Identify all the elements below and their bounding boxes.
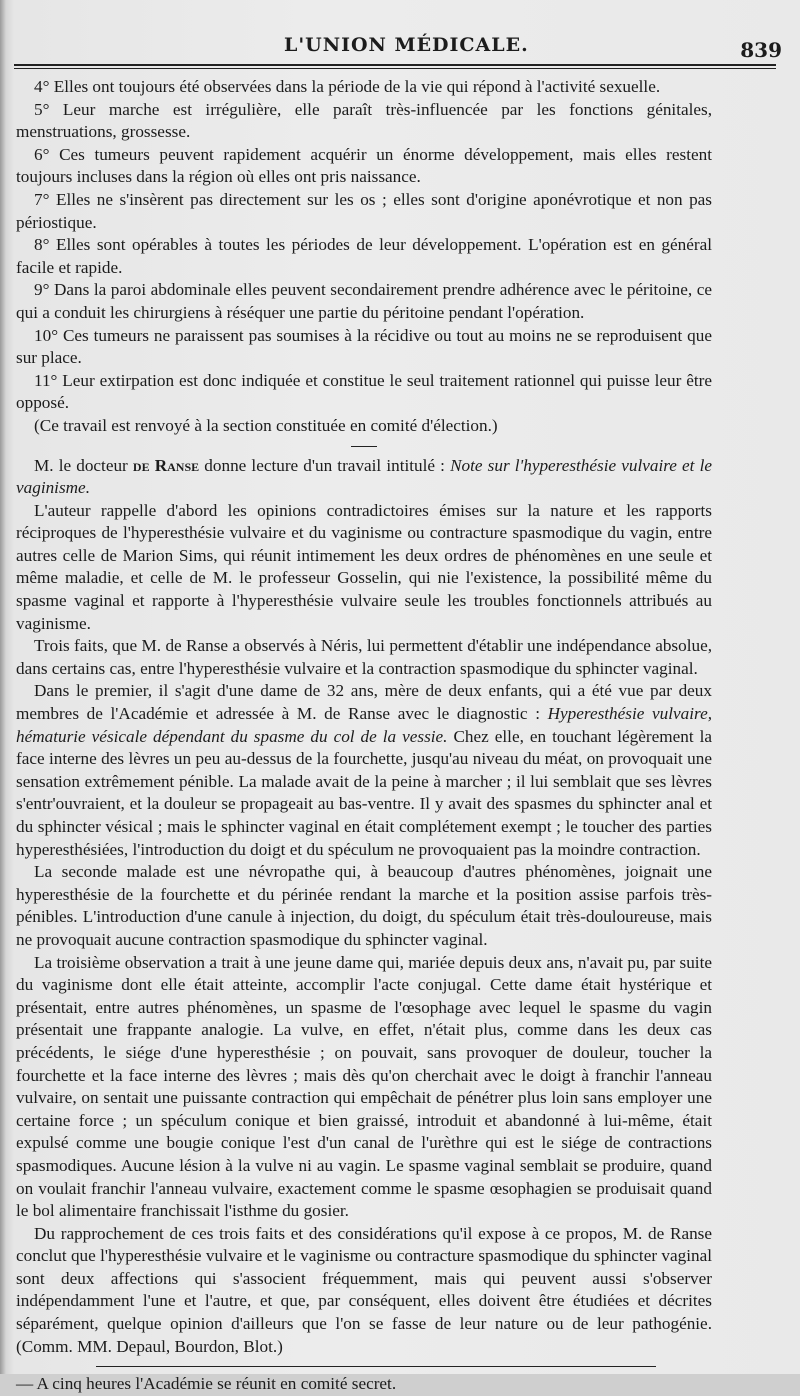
page-number: 839: [740, 38, 782, 62]
paragraph: Du rapprochement de ces trois faits et des considérations qu'il expose à ce propos, M. de Ranse conclut que l'hyperesthésie vulvaire et le vaginisme ou contracture spasmodique du sphincter vaginal sont deux affections qui s'associent fréquemment, mais qui peuvent aussi s'observer indépendamment l'une et l'autre, et que, par conséquent, elles doivent être étudiées et décrites séparément, quelque opinion d'ailleurs que l'on se fasse de leur nature ou de leur pathogénie. (Comm. MM. Depaul, Bourdon, Blot.): [16, 1223, 712, 1356]
list-item: 9° Dans la paroi abdominale elles peuvent secondairement prendre adhérence avec le péritoine, ce qui a conduit les chirurgiens à réséquer une partie du péritoine pendant l'opération.: [16, 280, 712, 322]
case-one-details: Chez elle, en touchant légèrement la face interne des lèvres un peu au-dessus de la fourchette, jusqu'au niveau du méat, on provoquait une sensation extrêmement pénible. La malade avait de la peine à marcher ; il lui semblait que ses lèvres s'entr'ouvraient, et la douleur se propageait au bas-ventre. Il y avait des spasmes du sphincter anal et du sphincter vésical ; mais le sphincter vaginal en était complétement exempt ; le toucher des parties hyperesthésiées, l'introduction du doigt et du spéculum ne provoquaient pas la moindre contraction.: [16, 726, 712, 859]
list-item: 6° Ces tumeurs peuvent rapidement acquérir un énorme développement, mais elles restent toujours incluses dans la région où elles ont pris naissance.: [16, 144, 712, 187]
list-item: 10° Ces tumeurs ne paraissent pas soumises à la récidive ou tout au moins ne se reproduisent que sur place.: [16, 325, 712, 368]
running-head: L'UNION MÉDICALE.: [284, 34, 529, 56]
lecture-author: de Ranse: [132, 455, 200, 475]
list-item: 7° Elles ne s'insèrent pas directement sur les os ; elles sont d'origine aponévrotique et non pas périostique.: [16, 189, 712, 232]
list-item: 5° Leur marche est irrégulière, elle paraît très-influencée par les fonctions génitales, menstruations, grossesse.: [16, 99, 712, 142]
case-one-text: Dans le premier, il s'agit d'une dame de 32 ans, mère de deux enfants, qui a été vue par deux membres de l'Académie et adressée à M. de Ranse avec le diagnostic :: [16, 681, 712, 724]
header-rule: [14, 64, 776, 69]
lecture-title: Note sur l'hyperesthésie vulvaire et le vaginisme.: [16, 455, 712, 498]
paragraph: L'auteur rappelle d'abord les opinions contradictoires émises sur la nature et les rapports réciproques de l'hyperesthésie vulvaire et du vaginisme ou contracture spasmodique du vagin, entre autres celle de Marion Sims, qui réunit intimement les deux ordres de phénomènes en une seule et même maladie, et celle de M. le professeur Gosselin, qui nie l'existence, la possibilité même du spasme vaginal et rapporte à l'hyperesthésie vulvaire seule les troubles fonctionnels attribués au vaginisme.: [16, 500, 712, 633]
lecture-middle: donne lecture d'un travail intitulé :: [199, 455, 451, 475]
case-one-diagnosis: Hyperesthésie vulvaire, hématurie vésicale dépendant du spasme du col de la vessie.: [16, 704, 712, 746]
list-item: 4° Elles ont toujours été observées dans la période de la vie qui répond à l'activité sexuelle.: [34, 77, 661, 96]
lecture-prefix: M. le docteur: [34, 455, 133, 475]
referral-note: (Ce travail est renvoyé à la section constituée en comité d'élection.): [34, 415, 498, 435]
paragraph: [16, 680, 712, 861]
paragraph: La troisième observation a trait à une jeune dame qui, mariée depuis deux ans, n'avait pu, par suite du vaginisme dont elle était atteinte, accomplir l'acte conjugal. Cette dame était hystérique et présentait, entre autres phénomènes, un spasme de l'œsophage avec lequel le spasme du vagin présentait une frappante analogie. La vulve, en effet, n'était plus, comme dans les deux cas précédents, le siége d'une hyperesthésie ; on pouvait, sans provoquer de douleur, toucher la fourchette et la face interne des lèvres ; mais dès qu'on cherchait avec le doigt à franchir l'anneau vulvaire, on sentait une puissante contraction qui empêchait de pénétrer plus loin sans employer une certaine force ; un spéculum conique et bien graissé, introduit et abandonné à lui-même, était expulsé comme une bougie conique l'est d'un canal de l'urèthre qui est le siége de contractions spasmodiques. Aucune lésion à la vulve ni au vagin. Le spasme vaginal semblait se produire, quand on voulait franchir l'anneau vulvaire, exactement comme le spasme œsophagien se produisait quand le bol alimentaire franchissait l'isthme du gosier.: [16, 952, 712, 1221]
closing-line: — A cinq heures l'Académie se réunit en comité secret.: [16, 1374, 397, 1394]
section-divider: [351, 446, 377, 447]
closing-divider: [96, 1366, 656, 1367]
list-item: 11° Leur extirpation est donc indiquée et constitue le seul traitement rationnel qui puisse leur être opposé.: [16, 370, 712, 413]
paragraph: La seconde malade est une névropathe qui, à beaucoup d'autres phénomènes, joignait une hyperesthésie de la fourchette et du périnée rendant la marche et la position assise parfois très-pénibles. L'introduction d'une canule à injection, du doigt, du spéculum était très-douloureuse, mais ne provoquait aucune contraction spasmodique du sphincter vaginal.: [16, 862, 712, 949]
page-header: [14, 20, 782, 66]
list-item: 8° Elles sont opérables à toutes les périodes de leur développement. L'opération est en général facile et rapide.: [16, 235, 712, 277]
lecture-heading: [16, 455, 712, 500]
article-body: [16, 76, 712, 1396]
paragraph: Trois faits, que M. de Ranse a observés à Néris, lui permettent d'établir une indépendance absolue, dans certains cas, entre l'hyperesthésie vulvaire et la contraction spasmodique du sphincter vaginal.: [16, 636, 712, 678]
